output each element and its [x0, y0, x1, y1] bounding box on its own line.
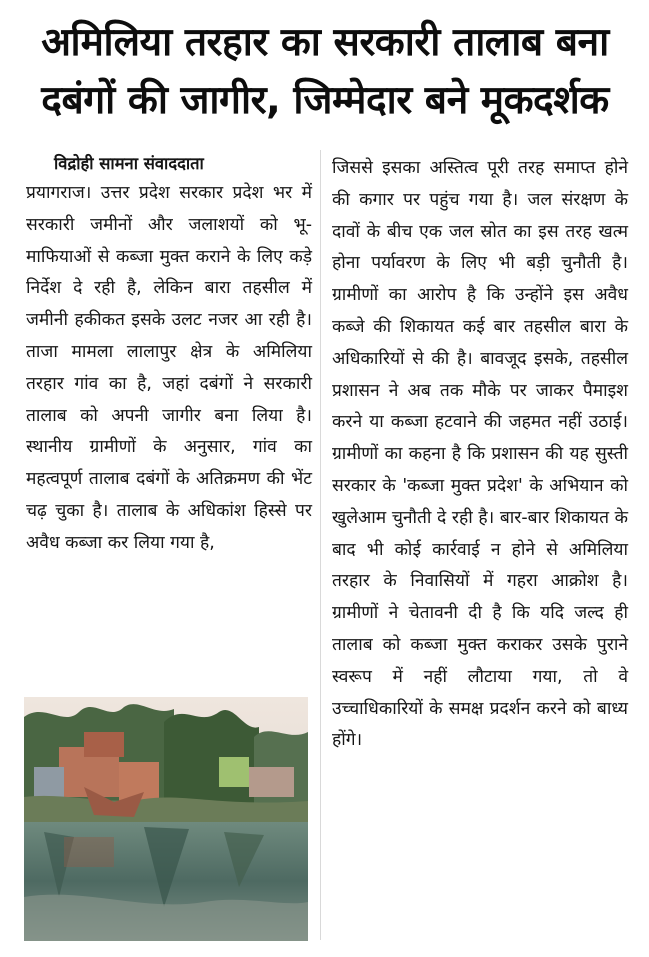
byline: विद्रोही सामना संवाददाता	[54, 154, 204, 173]
column-divider	[320, 150, 321, 940]
article-text-left: प्रयागराज। उत्तर प्रदेश सरकार प्रदेश भर में सरकारी जमीनों और जलाशयों को भू-माफियाओं से कब्जा मुक्त कराने के लिए कड़े निर्देश दे रही है, लेकिन बारा तहसील में जमीनी हकीकत इसके उलट नजर आ रही है। ताजा मामला लालापुर क्षेत्र के अमिलिया तरहार गांव का है, जहां दबंगों ने सरकारी तालाब को अपनी जागीर बना लिया है। स्थानीय ग्रामीणों के अनुसार, गांव का महत्वपूर्ण तालाब दबंगों के अतिक्रमण की भेंट चढ़ चुका है। तालाब के अधिकांश हिस्से पर अवैध कब्जा कर लिया गया है,	[26, 183, 312, 553]
article-left-column	[26, 150, 312, 560]
article-right-column	[332, 153, 628, 757]
article-text-right: जिससे इसका अस्तित्व पूरी तरह समाप्त होने की कगार पर पहुंच गया है। जल संरक्षण के दावों के बीच एक जल स्रोत का इस तरह खत्म होना पर्यावरण के लिए भी बड़ी चुनौती है। ग्रामीणों का आरोप है कि उन्होंने इस अवैध कब्जे की शिकायत कई बार तहसील बारा के अधिकारियों से की है। बावजूद इसके, तहसील प्रशासन ने अब तक मौके पर जाकर पैमाइश करने या कब्जा हटवाने की जहमत नहीं उठाई। ग्रामीणों का कहना है कि प्रशासन की यह सुस्ती सरकार के 'कब्जा मुक्त प्रदेश' के अभियान को खुलेआम चुनौती दे रही है। बार-बार शिकायत के बाद भी कोई कार्रवाई न होने से अमिलिया तरहार के निवासियों में गहरा आक्रोश है। ग्रामीणों ने चेतावनी दी है कि यदि जल्द ही तालाब को कब्जा मुक्त कराकर उसके पुराने स्वरूप में नहीं लौटाया गया, तो वे उच्चाधिकारियों के समक्ष प्रदर्शन करने को बाध्य होंगे।	[332, 158, 628, 751]
headline-line-2: दबंगों की जागीर, जिम्मेदार बने मूकदर्शक	[41, 78, 609, 123]
pond-village-photo	[24, 697, 308, 941]
headline	[14, 14, 636, 130]
headline-line-1: अमिलिया तरहार का सरकारी तालाब बना	[41, 20, 609, 65]
photo-illustration	[24, 697, 308, 941]
